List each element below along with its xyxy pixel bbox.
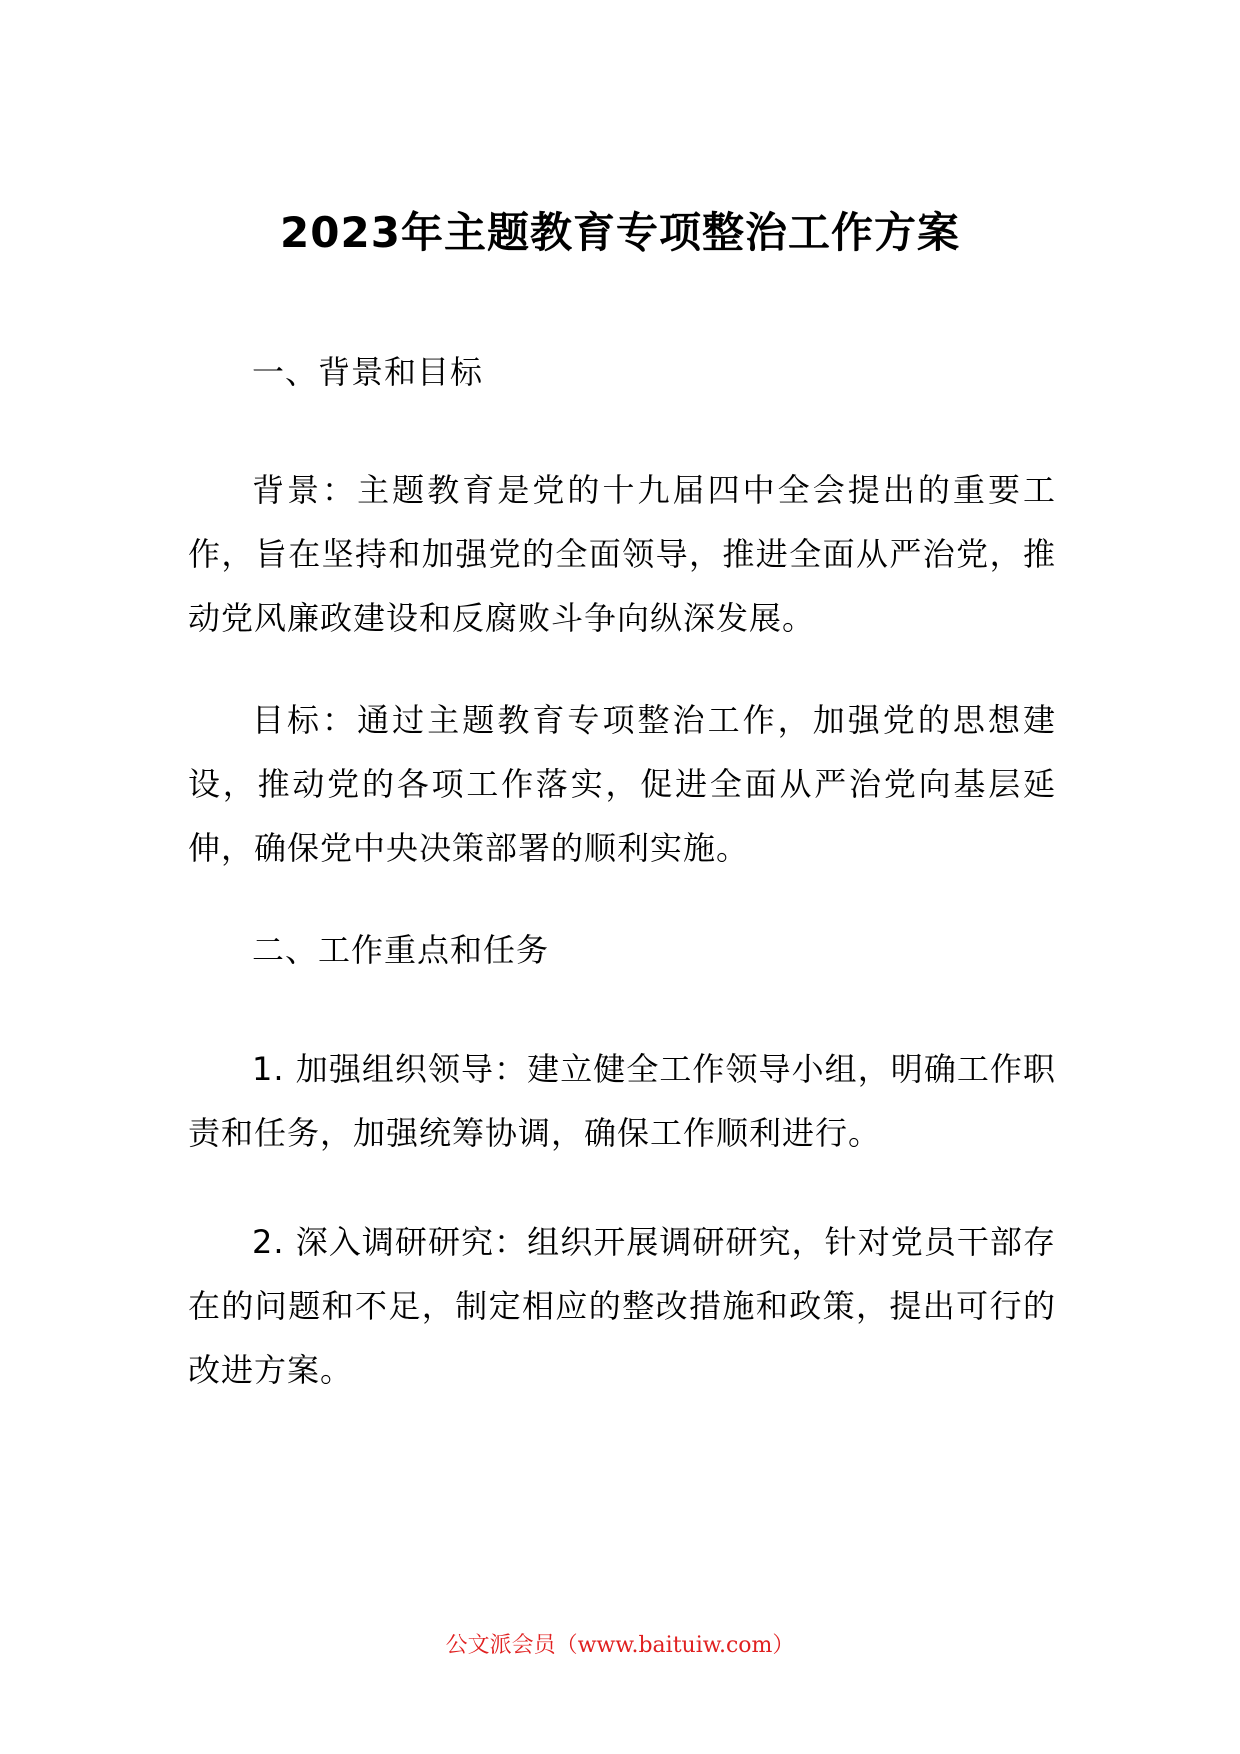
paragraph-task-2: 2. 深入调研研究：组织开展调研研究，针对党员干部存在的问题和不足，制定相应的整改措施和政策，提出可行的改进方案。	[188, 1223, 1056, 1389]
section-heading-key-tasks: 二、工作重点和任务	[252, 931, 550, 969]
section-heading-background-goals: 一、背景和目标	[252, 353, 484, 391]
paragraph-task-1: 1. 加强组织领导：建立健全工作领导小组，明确工作职责和任务，加强统筹协调，确保工作顺利进行。	[188, 1050, 1056, 1152]
paragraph-goals: 目标：通过主题教育专项整治工作，加强党的思想建设，推动党的各项工作落实，促进全面从严治党向基层延伸，确保党中央决策部署的顺利实施。	[188, 701, 1056, 867]
paragraph-background: 背景：主题教育是党的十九届四中全会提出的重要工作，旨在坚持和加强党的全面领导，推进全面从严治党，推动党风廉政建设和反腐败斗争向纵深发展。	[188, 471, 1056, 637]
document-title: 2023年主题教育专项整治工作方案	[280, 208, 960, 257]
footer-watermark-link[interactable]: 公文派会员（www.baituiw.com）	[445, 1633, 795, 1658]
